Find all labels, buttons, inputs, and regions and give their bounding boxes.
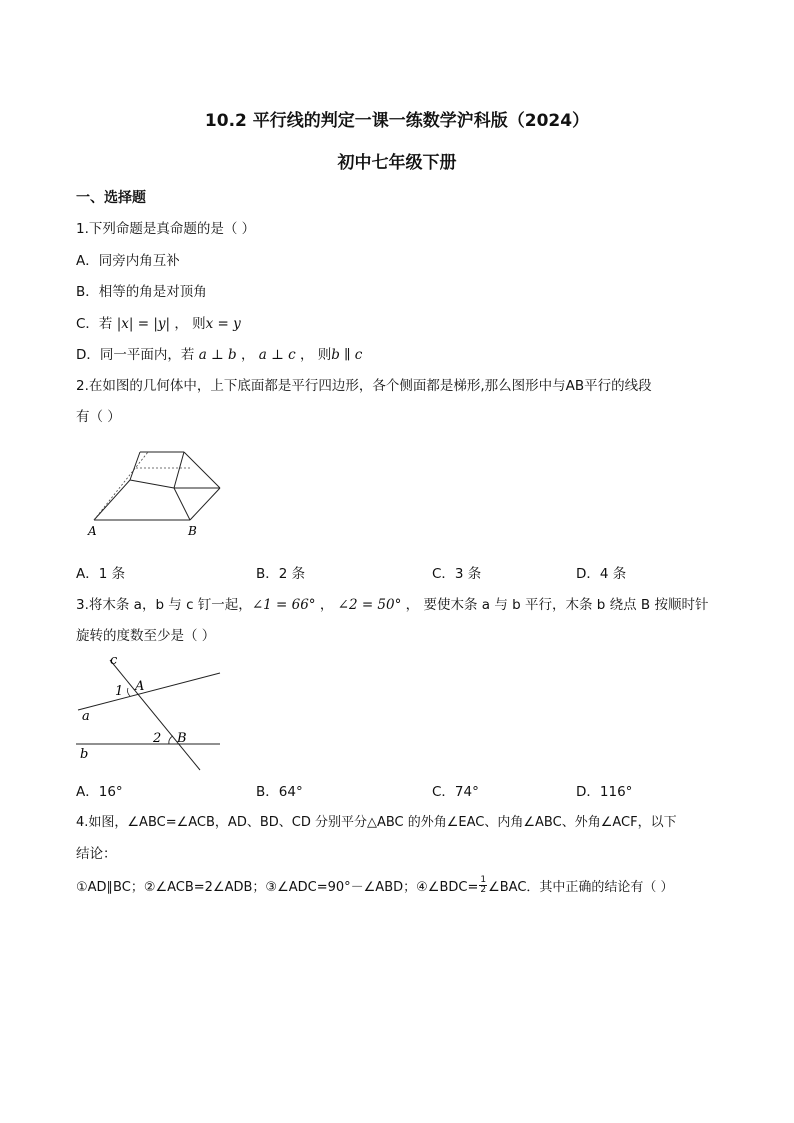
q3-angle-1: ∠1 = 66° [251,597,316,613]
q1-option-d-prefix: D．同一平面内，若 [76,347,195,363]
angle-1-arc [127,688,130,696]
q2-option-b: B．2 条 [256,566,306,582]
q1-option-d-sep1: ， [240,347,255,363]
q3-stem-line2: 旋转的度数至少是（ ） [76,628,216,644]
label-point-b: B [177,731,187,746]
q1-stem: 1.下列命题是真命题的是（ ） [76,221,256,237]
frustum-edge [174,488,190,520]
frustum-edge [174,452,184,488]
q4-stem-line2: 结论： [76,846,117,862]
q1-option-d-math1: a ⊥ b [198,347,237,363]
q1-option-d [76,343,362,363]
label-angle-2: 2 [153,731,162,746]
q3-angle-2: ∠2 = 50° [337,597,402,613]
frustum-edge [94,480,130,520]
q3-stem-line1 [76,593,708,613]
q1-option-d-math2: a ⊥ c [258,347,296,363]
q1-option-d-math3: b ∥ c [331,347,363,363]
section-heading: 一、选择题 [76,190,146,206]
q4-fraction [479,876,487,895]
line-c [110,660,200,770]
frustum-edge [130,452,140,480]
q4-fraction-denominator: 2 [480,885,487,895]
q4-fraction-numerator: 1 [480,875,487,885]
label-point-b: B [188,524,197,538]
frustum-edge [130,480,174,488]
q3-option-d: D．116° [576,784,633,800]
q4-conclusions-part2: ∠BAC．其中正确的结论有（ ） [488,880,674,895]
frustum-edge [190,488,220,520]
q1-option-c-prefix: C．若 [76,316,113,332]
label-point-a: A [135,679,145,694]
label-b: b [80,747,89,762]
q1-option-c [76,312,241,332]
q3-option-a: A．16° [76,784,123,800]
q2-stem-line2: 有（ ） [76,409,121,425]
q3-stem-prefix: 3.将木条 a，b 与 c 钉一起， [76,597,252,613]
label-point-a: A [88,524,97,538]
frustum-hidden-edge [94,452,148,520]
q3-sep: ， [319,597,334,613]
q1-option-d-sep2: ， 则 [299,347,332,363]
q3-option-c: C．74° [432,784,479,800]
label-angle-1: 1 [115,684,124,699]
page-subtitle: 初中七年级下册 [337,153,457,173]
page-title: 10.2 平行线的判定一课一练数学沪科版（2024） [204,111,590,131]
q1-option-c-sep: ， 则 [174,316,206,332]
q1-option-c-math2: x = y [205,316,241,332]
label-a: a [82,709,90,724]
q3-stem-suffix: ， 要使木条 a 与 b 平行，木条 b 绕点 B 按顺时针 [405,597,709,613]
frustum-edge [184,452,220,488]
q4-stem-line1: 4.如图，∠ABC=∠ACB，AD、BD、CD 分别平分△ABC 的外角∠EAC、内角∠ABC、外角∠ACF，以下 [76,815,677,830]
q3-figure-lines [72,648,232,773]
q1-option-a: A．同旁内角互补 [76,253,180,269]
q4-conclusions-part1: ①AD∥BC；②∠ACB=2∠ADB；③∠ADC=90°－∠ABD；④∠BDC= [76,880,479,895]
line-a [78,673,220,710]
q3-option-b: B．64° [256,784,303,800]
q2-option-c: C．3 条 [432,566,482,582]
q2-option-d: D．4 条 [576,566,627,582]
label-c: c [110,653,118,668]
q2-option-a: A．1 条 [76,566,126,582]
q1-option-c-math1: |x| = |y| [116,316,171,332]
angle-2-arc [169,736,173,744]
q2-stem-line1: 2.在如图的几何体中，上下底面都是平行四边形，各个侧面都是梯形,那么图形中与AB平行的线段 [76,378,652,394]
q1-option-b: B．相等的角是对顶角 [76,284,207,300]
q4-conclusions [76,876,674,895]
q2-figure-frustum [80,440,240,545]
